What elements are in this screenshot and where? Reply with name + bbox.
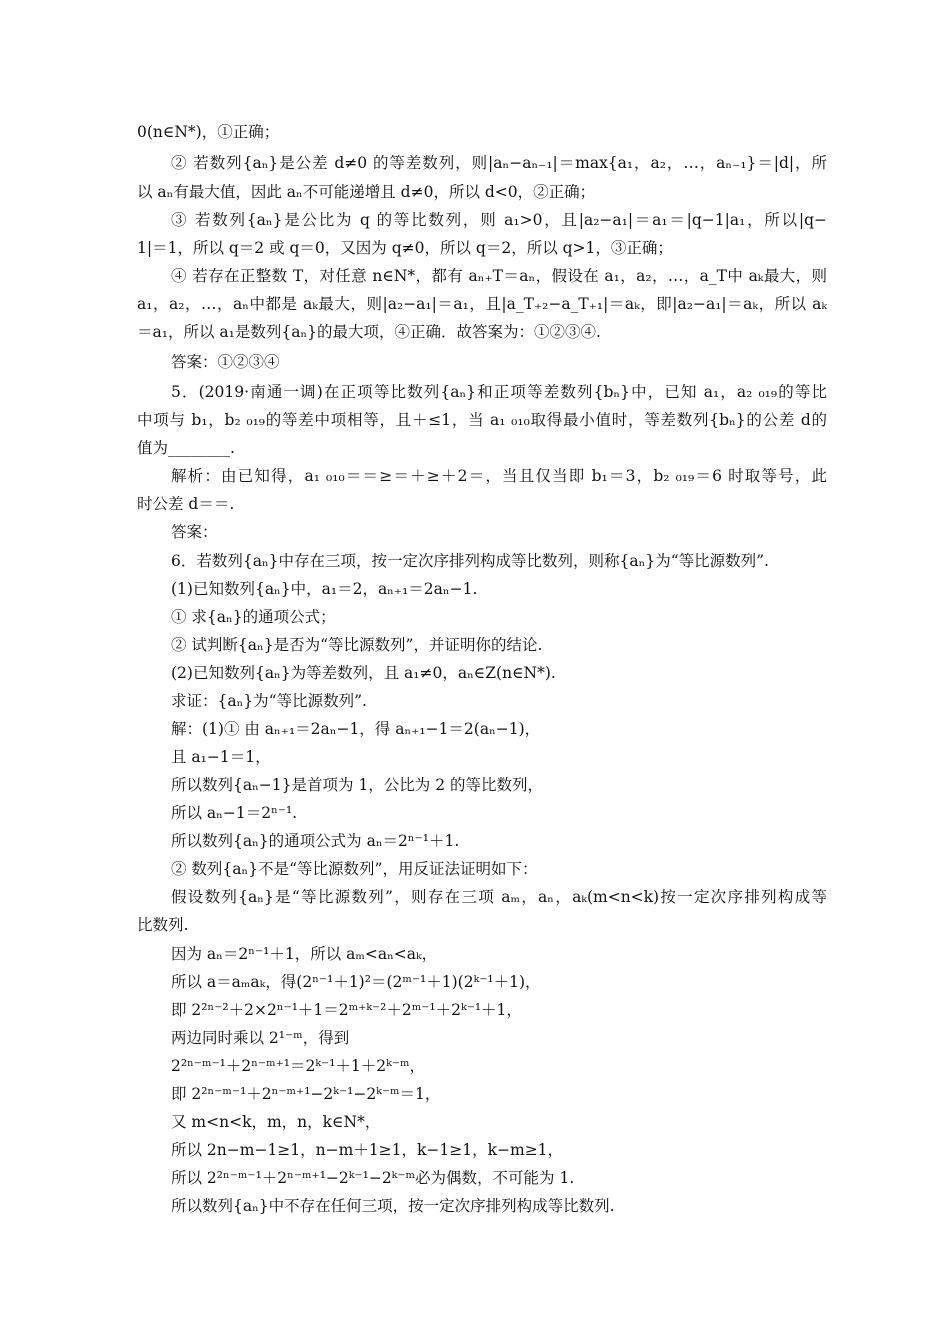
text-line: ① 求{aₙ}的通项公式； bbox=[171, 608, 336, 626]
text-line: 所以 a＝aₘaₖ，得(2ⁿ⁻¹＋1)²＝(2ᵐ⁻¹＋1)(2ᵏ⁻¹＋1)， bbox=[171, 973, 541, 991]
text-line: 所以数列{aₙ−1}是首项为 1，公比为 2 的等比数列， bbox=[171, 776, 544, 794]
text-line: 答案： bbox=[171, 523, 218, 541]
text-line: 6．若数列{aₙ}中存在三项，按一定次序排列构成等比数列，则称{aₙ}为“等比源数列”. bbox=[171, 552, 769, 570]
text-line: 两边同时乘以 2¹⁻ᵐ，得到 bbox=[171, 1029, 350, 1047]
text-line: 0(n∈N*)，①正确； bbox=[137, 123, 280, 141]
text-line: (2)已知数列{aₙ}为等差数列，且 a₁≠0，aₙ∈Z(n∈N*). bbox=[171, 664, 556, 682]
text-line: ③ 若数列{aₙ}是公比为 q 的等比数列，则 a₁>0，且|a₂−a₁|＝a₁＝|q−1|a₁，所以|q− bbox=[171, 211, 827, 229]
text-line: 所以数列{aₙ}中不存在任何三项，按一定次序排列构成等比数列. bbox=[171, 1197, 615, 1215]
text-line: ④ 若存在正整数 T，对任意 n∈N*，都有 aₙ₊T＝aₙ，假设在 a₁，a₂，…，a_T中 aₖ最大，则 bbox=[171, 267, 827, 285]
text-line: 即 2²ⁿ⁻ᵐ⁻¹＋2ⁿ⁻ᵐ⁺¹−2ᵏ⁻¹−2ᵏ⁻ᵐ＝1， bbox=[171, 1085, 441, 1103]
text-line: 值为________. bbox=[137, 439, 235, 457]
text-line: 所以 2²ⁿ⁻ᵐ⁻¹＋2ⁿ⁻ᵐ⁺¹−2ᵏ⁻¹−2ᵏ⁻ᵐ必为偶数，不可能为 1. bbox=[171, 1169, 575, 1187]
text-line: 解析：由已知得，a₁ ₀₁₀＝＝≥＝＋≥＋2＝，当且仅当即 b₁＝3，b₂ ₀₁₉＝6 时取等号，此 bbox=[171, 467, 827, 485]
text-line: 2²ⁿ⁻ᵐ⁻¹＋2ⁿ⁻ᵐ⁺¹＝2ᵏ⁻¹＋1＋2ᵏ⁻ᵐ， bbox=[171, 1057, 425, 1075]
text-line: 5．(2019·南通一调)在正项等比数列{aₙ}和正项等差数列{bₙ}中，已知 a₁，a₂ ₀₁₉的等比 bbox=[171, 383, 827, 401]
text-line: 所以 2n−m−1≥1，n−m＋1≥1，k−1≥1，k−m≥1， bbox=[171, 1141, 564, 1159]
text-line: 所以 aₙ−1＝2ⁿ⁻¹. bbox=[171, 804, 298, 822]
text-line: 即 2²ⁿ⁻²＋2×2ⁿ⁻¹＋1＝2ᵐ⁺ᵏ⁻²＋2ᵐ⁻¹＋2ᵏ⁻¹＋1， bbox=[171, 1001, 522, 1019]
text-line: 1|＝1，所以 q＝2 或 q＝0，又因为 q≠0，所以 q＝2，所以 q>1，③正确； bbox=[137, 239, 673, 257]
text-line: 时公差 d＝＝. bbox=[137, 495, 235, 513]
text-line: 所以数列{aₙ}的通项公式为 aₙ＝2ⁿ⁻¹＋1. bbox=[171, 832, 460, 850]
text-line: 求证：{aₙ}为“等比源数列”. bbox=[171, 692, 367, 710]
text-line: 又 m<n<k，m，n，k∈N*， bbox=[171, 1113, 381, 1131]
text-line: ② 试判断{aₙ}是否为“等比源数列”，并证明你的结论. bbox=[171, 636, 543, 654]
text-line: 答案：①②③④ bbox=[171, 353, 280, 371]
text-line: 且 a₁−1＝1， bbox=[171, 748, 271, 766]
text-line: 比数列. bbox=[137, 916, 189, 934]
text-line: ＝a₁，所以 a₁是数列{aₙ}的最大项，④正确．故答案为：①②③④. bbox=[137, 323, 601, 341]
text-line: 以 aₙ有最大值，因此 aₙ不可能递增且 d≠0，所以 d<0，②正确； bbox=[137, 183, 596, 201]
text-line: ② 若数列{aₙ}是公差 d≠0 的等差数列，则|aₙ−aₙ₋₁|＝max{a₁，a₂，…，aₙ₋₁}＝|d|，所 bbox=[171, 154, 827, 172]
text-line: 解：(1)① 由 aₙ₊₁＝2aₙ−1，得 aₙ₊₁−1＝2(aₙ−1)， bbox=[171, 720, 541, 738]
text-line: (1)已知数列{aₙ}中，a₁＝2，aₙ₊₁＝2aₙ−1. bbox=[171, 580, 478, 598]
text-line: a₁，a₂，…，aₙ中都是 aₖ最大，则|a₂−a₁|＝a₁，且|a_T₊₂−a_T₊₁|＝aₖ，即|a₂−a₁|＝aₖ，所以 aₖ bbox=[137, 295, 827, 313]
text-line: 因为 aₙ＝2ⁿ⁻¹＋1，所以 aₘ<aₙ<aₖ， bbox=[171, 945, 438, 963]
text-line: ② 数列{aₙ}不是“等比源数列”，用反证法证明如下： bbox=[171, 860, 538, 878]
text-line: 中项与 b₁，b₂ ₀₁₉的等差中项相等，且＋≤1，当 a₁ ₀₁₀取得最小值时，等差数列{bₙ}的公差 d的 bbox=[137, 411, 827, 429]
text-line: 假设数列{aₙ}是“等比源数列”，则存在三项 aₘ，aₙ，aₖ(m<n<k)按一定次序排列构成等 bbox=[171, 888, 827, 906]
